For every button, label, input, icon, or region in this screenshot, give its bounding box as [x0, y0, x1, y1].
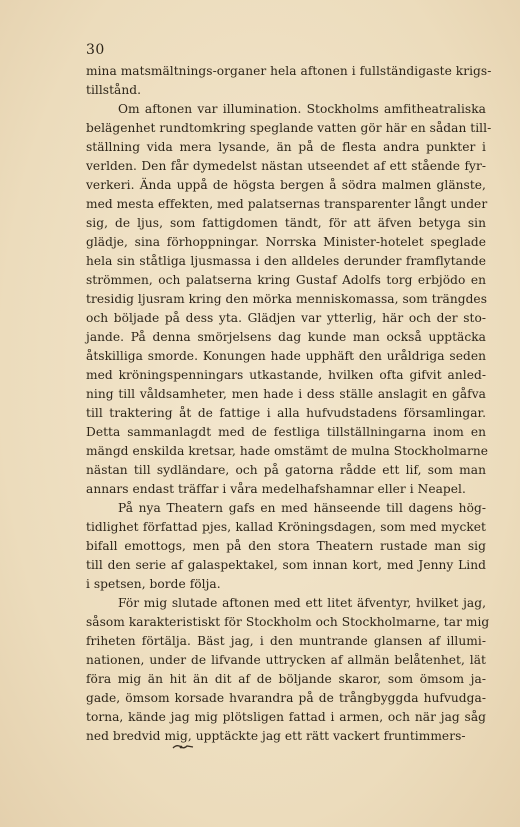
text-line: ned bredvid mig, upptäckte jag ett rätt vackert fruntimmers-	[86, 729, 466, 743]
text-line: Om aftonen var illumination. Stockholms amfitheatraliska	[118, 102, 486, 116]
text-line: mina matsmältnings-organer hela aftonen i fullständigaste krigs-	[86, 64, 492, 78]
text-line: ställning vida mera lysande, än på de flesta andra punkter i	[86, 140, 486, 154]
paragraph	[86, 62, 492, 100]
text-line: åtskilliga smorde. Konungen hade upphäft den uråldriga seden	[86, 349, 486, 363]
text-line: bifall emottogs, men på den stora Theatern rustade man sig	[86, 539, 486, 553]
text-line: till den serie af galaspektakel, som innan kort, med Jenny Lind	[86, 558, 486, 572]
text-line: ning till våldsamheter, men hade i dess ställe anslagit en gåfva	[86, 387, 486, 401]
text-line: föra mig än hit än dit af de böljande skaror, som ömsom ja-	[86, 672, 486, 686]
text-line: torna, kände jag mig plötsligen fattad i armen, och när jag såg	[86, 710, 486, 724]
text-line: med kröningspenningars utkastande, hvilken ofta gifvit anled-	[86, 368, 486, 382]
paragraph	[86, 594, 490, 746]
text-line: jande. På denna smörjelsens dag kunde man också upptäcka	[86, 330, 486, 344]
text-line: till traktering åt de fattige i alla hufvudstadens församlingar.	[86, 406, 486, 420]
text-line: belägenhet rundtomkring speglande vatten gör här en sådan till-	[86, 121, 492, 135]
text-line: strömmen, och palatserna kring Gustaf Adolfs torg erbjödo en	[86, 273, 486, 287]
text-line: verkeri. Ända uppå de högsta bergen å södra malmen glänste,	[86, 178, 486, 192]
text-line: verlden. Den får dymedelst nästan utseendet af ett stående fyr-	[86, 159, 486, 173]
text-line: hela sin ståtliga ljusmassa i den alldeles derunder framflytande	[86, 254, 486, 268]
text-line: tresidig ljusram kring den mörka menniskomassa, som trängdes	[86, 292, 488, 306]
text-line: glädje, sina förhoppningar. Norrska Minister-hotelet speglade	[86, 235, 486, 249]
text-line: För mig slutade aftonen med ett litet äfventyr, hvilket jag,	[118, 596, 486, 610]
page-number: 30	[86, 42, 105, 58]
text-line: nationen, under de lifvande uttrycken af allmän belåtenhet, lät	[86, 653, 486, 667]
text-line: annars endast träffar i våra medelhafshamnar eller i Neapel.	[86, 482, 466, 496]
text-line: i spetsen, borde följa.	[86, 577, 221, 591]
text-line: med mesta effekten, med palatsernas transparenter långt under	[86, 197, 488, 211]
text-line: På nya Theatern gafs en med hänseende till dagens hög-	[118, 501, 486, 515]
text-line: sig, de ljus, som fattigdomen tändt, för att äfven betyga sin	[86, 216, 486, 230]
text-line: och böljade på dess yta. Glädjen var ytterlig, här och der sto-	[86, 311, 486, 325]
text-line: tidlighet författad pjes, kallad Kröningsdagen, som med mycket	[86, 520, 486, 534]
text-line: såsom karakteristiskt för Stockholm och Stockholmarne, tar mig	[86, 615, 490, 629]
text-line: gade, ömsom korsade hvarandra på de trångbyggda hufvudga-	[86, 691, 486, 705]
text-line: tillstånd.	[86, 83, 142, 97]
text-line: mängd enskilda kretsar, hade omstämt de mulna Stockholmarne	[86, 444, 489, 458]
printer-ornament	[172, 740, 194, 755]
paragraph	[86, 499, 486, 594]
body-text	[86, 62, 492, 746]
text-line: Detta sammanlagdt med de festliga tillställningarna inom en	[86, 425, 486, 439]
paragraph	[86, 100, 492, 499]
text-line: friheten förtälja. Bäst jag, i den muntrande glansen af illumi-	[86, 634, 486, 648]
text-line: nästan till sydländare, och på gatorna rådde ett lif, som man	[86, 463, 486, 477]
